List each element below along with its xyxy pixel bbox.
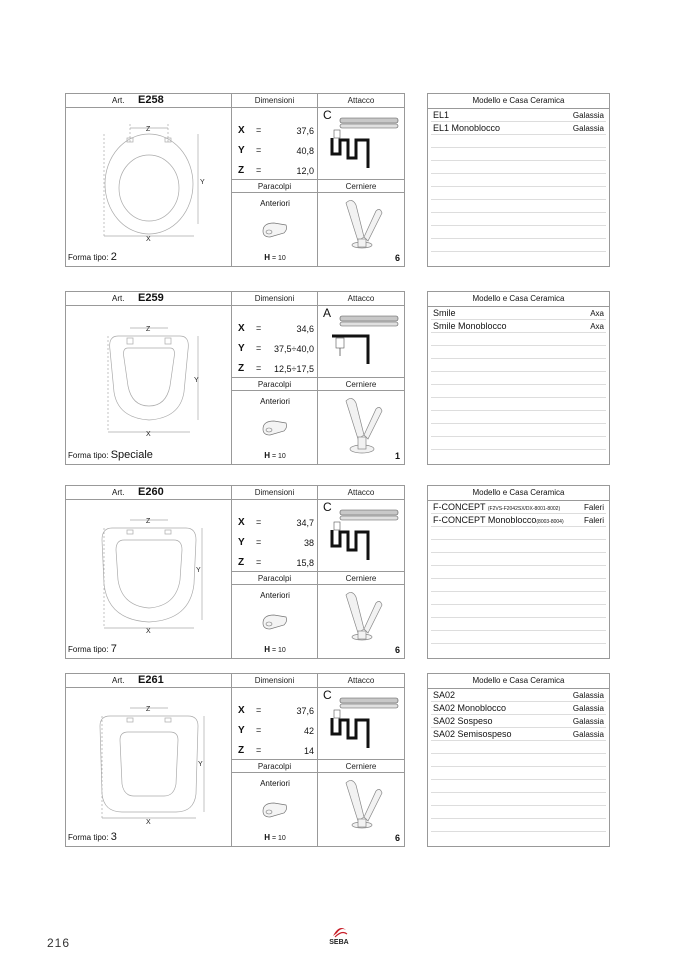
models-table-e259 [427, 291, 610, 465]
dim-row-z [238, 162, 314, 180]
attacco-diagram [318, 306, 404, 378]
hinge-icon [338, 195, 384, 257]
article-block-e259 [65, 291, 405, 465]
model-name: Smile Monoblocco [433, 321, 507, 331]
model-row [431, 702, 606, 715]
model-row [431, 728, 606, 741]
empty-row [431, 592, 606, 605]
h-key: H [264, 833, 270, 842]
model-row [431, 109, 606, 122]
seat-outline-special [66, 306, 232, 464]
empty-row [431, 226, 606, 239]
dim-value-z: 15,8 [296, 558, 314, 568]
dim-key-y: Y [238, 145, 245, 156]
dimensioni-header: Dimensioni [232, 292, 318, 306]
empty-row [431, 819, 606, 832]
attacco-diagram [318, 108, 404, 180]
forma-tipo-value: 3 [110, 831, 117, 843]
paracolpi-cell [232, 193, 318, 266]
empty-row [431, 359, 606, 372]
empty-row [431, 553, 606, 566]
empty-row [431, 767, 606, 780]
dim-key-z: Z [238, 165, 245, 176]
empty-row [431, 527, 606, 540]
dim-label-z: Z [146, 326, 151, 333]
attacco-header: Attacco [318, 486, 404, 500]
brand-name: Galassia [572, 691, 604, 700]
cerniere-number: 6 [394, 833, 400, 843]
attacco-type: C [323, 108, 332, 122]
empty-row [431, 754, 606, 767]
seat-shape-drawing [66, 688, 232, 846]
empty-row [431, 566, 606, 579]
dim-label-y: Y [200, 179, 205, 186]
dim-label-x: X [146, 431, 151, 438]
model-note: (8003-8004) [536, 519, 564, 525]
dim-key-z: Z [238, 557, 245, 568]
empty-row [431, 398, 606, 411]
model-name-text: F-CONCEPT [433, 502, 486, 512]
dim-eq: = [256, 165, 262, 175]
empty-row [431, 631, 606, 644]
dim-row-x [238, 122, 314, 140]
art-label: Art. [112, 488, 125, 497]
bumper-height [232, 833, 318, 842]
dim-row-z [238, 360, 314, 378]
dim-value-z: 12,5÷17,5 [274, 364, 314, 374]
dim-eq: = [256, 557, 262, 567]
seat-outline-oval [66, 108, 232, 266]
bumper-icon [260, 417, 290, 439]
cerniere-header: Cerniere [318, 760, 404, 773]
paracolpi-header: Paracolpi [232, 572, 318, 585]
attacco-header: Attacco [318, 94, 404, 108]
dim-row-x [238, 702, 314, 720]
h-key: H [264, 253, 270, 262]
cerniere-header: Cerniere [318, 180, 404, 193]
dim-key-x: X [238, 323, 245, 334]
dimensions-values [232, 688, 318, 760]
dim-eq: = [256, 745, 262, 755]
model-name-text: F-CONCEPT Monoblocco [433, 515, 537, 525]
dimensioni-header: Dimensioni [232, 94, 318, 108]
brand-name: Faleri [583, 516, 604, 525]
cerniere-cell [318, 391, 404, 464]
dim-eq: = [256, 323, 262, 333]
forma-tipo [68, 643, 117, 655]
forma-tipo-label: Forma tipo: [68, 645, 109, 654]
attacco-type: A [323, 306, 332, 320]
seat-shape-drawing [66, 108, 232, 266]
dim-key-y: Y [238, 343, 245, 354]
cerniere-number: 6 [394, 253, 400, 263]
model-name: EL1 [433, 110, 450, 120]
dim-label-y: Y [198, 761, 203, 768]
empty-row [431, 437, 606, 450]
dim-row-y [238, 142, 314, 160]
forma-tipo-label: Forma tipo: [68, 833, 109, 842]
article-code: E260 [138, 486, 164, 498]
dim-row-y [238, 722, 314, 740]
bumper-height [232, 645, 318, 654]
paracolpi-header: Paracolpi [232, 378, 318, 391]
dim-row-z [238, 554, 314, 572]
paracolpi-cell [232, 585, 318, 658]
bumper-icon [260, 219, 290, 241]
seat-shape-drawing [66, 306, 232, 464]
dim-label-z: Z [146, 706, 151, 713]
empty-row [431, 333, 606, 346]
model-note: (F2VS-F2042SX/DX-8001-8002) [487, 506, 561, 512]
brand-name: Galassia [572, 111, 604, 120]
art-label: Art. [112, 294, 125, 303]
h-value: = 10 [271, 647, 286, 654]
hinge-icon [338, 393, 384, 459]
cerniere-number: 6 [394, 645, 400, 655]
attacco-type: C [323, 688, 332, 702]
cerniere-cell [318, 585, 404, 658]
brand-name: Galassia [572, 730, 604, 739]
paracolpi-cell [232, 773, 318, 846]
model-name: SA02 Monoblocco [433, 703, 507, 713]
empty-row [431, 135, 606, 148]
h-key: H [264, 645, 270, 654]
article-code: E258 [138, 94, 164, 106]
h-key: H [264, 451, 270, 460]
article-block-e258 [65, 93, 405, 267]
model-row [431, 122, 606, 135]
forma-tipo-value: 2 [110, 251, 117, 263]
cerniere-header: Cerniere [318, 378, 404, 391]
dim-eq: = [256, 145, 262, 155]
brand-name: SEBA [329, 939, 349, 946]
model-row [431, 307, 606, 320]
hinge-icon [338, 587, 384, 649]
model-name: SA02 Semisospeso [433, 729, 512, 739]
dim-label-y: Y [196, 567, 201, 574]
empty-row [431, 372, 606, 385]
seba-logo-icon [322, 924, 356, 940]
empty-row [431, 161, 606, 174]
empty-row [431, 174, 606, 187]
models-header: Modello e Casa Ceramica [428, 292, 609, 307]
attacco-diagram [318, 500, 404, 572]
models-header: Modello e Casa Ceramica [428, 486, 609, 501]
model-name: Smile [433, 308, 456, 318]
dim-key-z: Z [238, 745, 245, 756]
dim-value-y: 37,5÷40,0 [274, 344, 314, 354]
h-value: = 10 [271, 835, 286, 842]
forma-tipo-label: Forma tipo: [68, 451, 109, 460]
models-table-e258 [427, 93, 610, 267]
model-row [431, 715, 606, 728]
dim-value-y: 38 [303, 538, 314, 548]
seat-shape-drawing [66, 500, 232, 658]
bumper-height [232, 451, 318, 460]
models-table-e260 [427, 485, 610, 659]
models-table-e261 [427, 673, 610, 847]
empty-row [431, 187, 606, 200]
dim-eq: = [256, 363, 262, 373]
paracolpi-type: Anteriori [260, 199, 290, 208]
dim-label-y: Y [194, 377, 199, 384]
cerniere-number: 1 [394, 451, 400, 461]
dim-row-x [238, 514, 314, 532]
dimensions-values [232, 500, 318, 572]
dim-value-z: 12,0 [296, 166, 314, 176]
model-row [431, 514, 606, 527]
model-row [431, 501, 606, 514]
paracolpi-cell [232, 391, 318, 464]
brand-name: Galassia [572, 704, 604, 713]
paracolpi-type: Anteriori [260, 591, 290, 600]
cerniere-cell [318, 193, 404, 266]
dim-key-x: X [238, 517, 245, 528]
empty-row [431, 411, 606, 424]
paracolpi-header: Paracolpi [232, 180, 318, 193]
dim-key-z: Z [238, 363, 245, 374]
bumper-height [232, 253, 318, 262]
dim-eq: = [256, 725, 262, 735]
dim-eq: = [256, 125, 262, 135]
attacco-type: C [323, 500, 332, 514]
empty-row [431, 424, 606, 437]
empty-row [431, 346, 606, 359]
empty-row [431, 618, 606, 631]
paracolpi-type: Anteriori [260, 779, 290, 788]
dim-eq: = [256, 343, 262, 353]
seat-outline-square [66, 688, 232, 846]
bumper-icon [260, 611, 290, 633]
model-row [431, 689, 606, 702]
brand-name: Galassia [572, 124, 604, 133]
dim-value-x: 34,6 [296, 324, 314, 334]
empty-row [431, 793, 606, 806]
article-block-e261 [65, 673, 405, 847]
brand-name: Axa [590, 309, 604, 318]
dim-key-x: X [238, 125, 245, 136]
article-title [66, 292, 232, 306]
empty-row [431, 780, 606, 793]
dim-value-y: 40,8 [296, 146, 314, 156]
model-name: SA02 [433, 690, 456, 700]
dim-label-x: X [146, 236, 151, 243]
empty-row [431, 239, 606, 252]
dim-eq: = [256, 517, 262, 527]
forma-tipo [68, 449, 153, 461]
dim-row-x [238, 320, 314, 338]
dim-key-y: Y [238, 725, 245, 736]
empty-row [431, 385, 606, 398]
model-name: SA02 Sospeso [433, 716, 493, 726]
brand-name: Faleri [583, 503, 604, 512]
dimensions-values [232, 108, 318, 180]
forma-tipo [68, 251, 117, 263]
art-label: Art. [112, 676, 125, 685]
dim-label-z: Z [146, 126, 151, 133]
article-title [66, 486, 232, 500]
empty-row [431, 741, 606, 754]
article-block-e260 [65, 485, 405, 659]
forma-tipo-label: Forma tipo: [68, 253, 109, 262]
models-header: Modello e Casa Ceramica [428, 674, 609, 689]
cerniere-cell [318, 773, 404, 846]
dim-eq: = [256, 705, 262, 715]
brand-name: Galassia [572, 717, 604, 726]
cerniere-header: Cerniere [318, 572, 404, 585]
art-label: Art. [112, 96, 125, 105]
empty-row [431, 806, 606, 819]
page-number: 216 [47, 936, 71, 950]
models-header: Modello e Casa Ceramica [428, 94, 609, 109]
dim-value-x: 34,7 [296, 518, 314, 528]
attacco-header: Attacco [318, 674, 404, 688]
paracolpi-type: Anteriori [260, 397, 290, 406]
dim-value-z: 14 [303, 746, 314, 756]
forma-tipo-value: 7 [110, 643, 117, 655]
brand-name: Axa [590, 322, 604, 331]
empty-row [431, 579, 606, 592]
hinge-icon [338, 775, 384, 837]
article-title [66, 674, 232, 688]
dimensioni-header: Dimensioni [232, 486, 318, 500]
dimensions-values [232, 306, 318, 378]
attacco-header: Attacco [318, 292, 404, 306]
paracolpi-header: Paracolpi [232, 760, 318, 773]
dim-row-y [238, 340, 314, 358]
dim-label-x: X [146, 819, 151, 826]
bumper-icon [260, 799, 290, 821]
dim-value-x: 37,6 [296, 126, 314, 136]
article-title [66, 94, 232, 108]
dim-key-y: Y [238, 537, 245, 548]
h-value: = 10 [271, 255, 286, 262]
dim-eq: = [256, 537, 262, 547]
model-row [431, 320, 606, 333]
forma-tipo-value: Speciale [110, 449, 153, 461]
dim-row-y [238, 534, 314, 552]
empty-row [431, 605, 606, 618]
empty-row [431, 540, 606, 553]
dim-label-z: Z [146, 518, 151, 525]
seba-logo [322, 924, 356, 950]
dim-label-x: X [146, 628, 151, 635]
empty-row [431, 148, 606, 161]
model-name: EL1 Monoblocco [433, 123, 501, 133]
empty-row [431, 213, 606, 226]
article-code: E259 [138, 292, 164, 304]
dim-row-z [238, 742, 314, 760]
h-value: = 10 [271, 453, 286, 460]
dim-key-x: X [238, 705, 245, 716]
forma-tipo [68, 831, 117, 843]
seat-outline-rounded [66, 500, 232, 658]
empty-row [431, 200, 606, 213]
attacco-diagram [318, 688, 404, 760]
article-code: E261 [138, 674, 164, 686]
dim-value-x: 37,6 [296, 706, 314, 716]
dim-value-y: 42 [303, 726, 314, 736]
dimensioni-header: Dimensioni [232, 674, 318, 688]
